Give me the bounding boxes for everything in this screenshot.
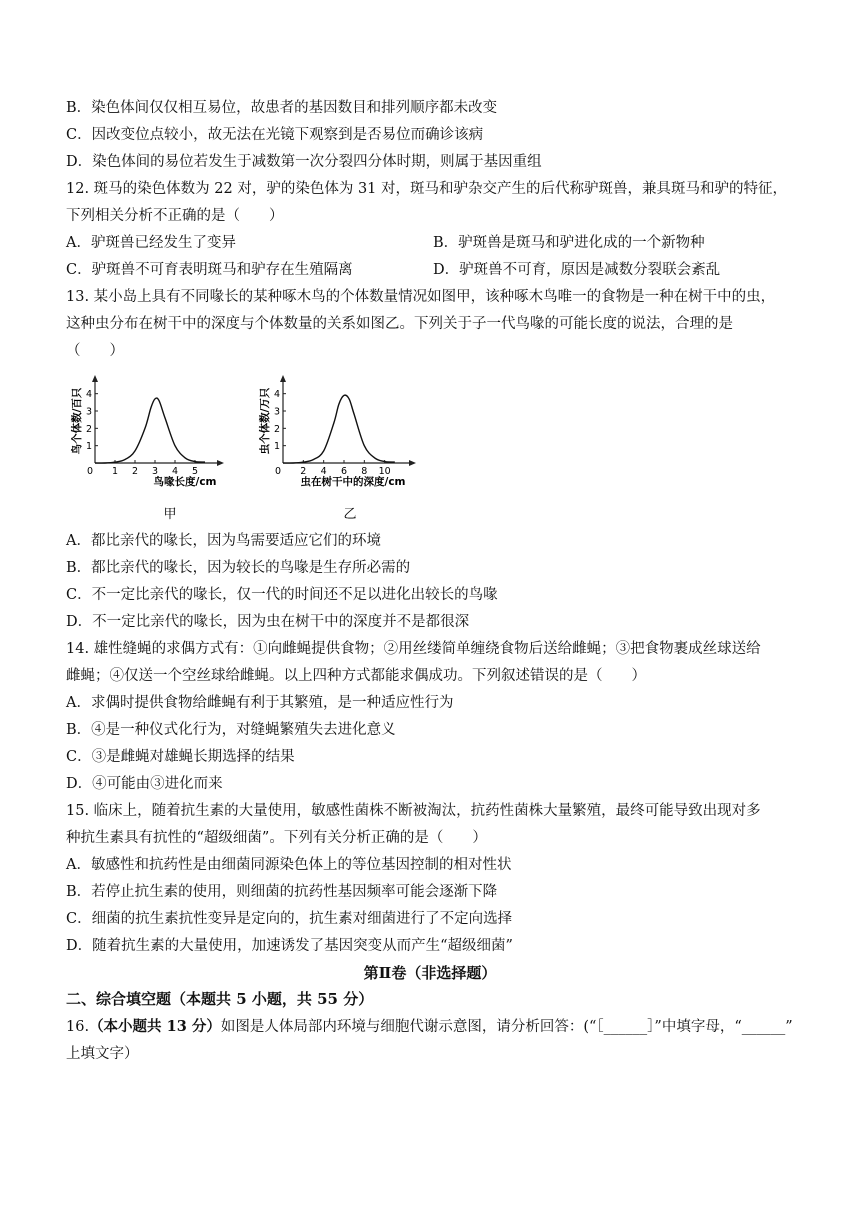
q15-option-c: C．细菌的抗生素抗性变异是定向的，抗生素对细菌进行了不定向选择 bbox=[66, 911, 513, 927]
q12-option-a: A．驴斑兽已经发生了变异 bbox=[66, 235, 236, 251]
q12-stem-line-2: 下列相关分析不正确的是（ ） bbox=[66, 208, 284, 224]
q16-number: 16. bbox=[66, 1019, 90, 1035]
chart-jia-curve bbox=[95, 398, 205, 463]
x-tick-label: 0 bbox=[274, 466, 282, 477]
chart-yi-y-arrow bbox=[280, 375, 286, 382]
x-tick-label: 3 bbox=[151, 466, 159, 477]
figure-graphs bbox=[0, 375, 860, 525]
q15-option-d: D．随着抗生素的大量使用，加速诱发了基因突变从而产生“超级细菌” bbox=[66, 938, 513, 954]
q15-option-a: A．敏感性和抗药性是由细菌同源染色体上的等位基因控制的相对性状 bbox=[66, 857, 512, 873]
y-tick-label: 4 bbox=[85, 389, 92, 401]
x-tick-label: 2 bbox=[300, 466, 307, 477]
q13-stem-line-1: 13. 某小岛上具有不同喙长的某种啄木鸟的个体数量情况如图甲，该种啄木鸟唯一的食物是一种在树干中的虫， bbox=[66, 289, 776, 305]
chart-jia-caption: 甲 bbox=[163, 507, 177, 522]
y-tick-label: 2 bbox=[273, 423, 280, 435]
chart-jia-x-arrow bbox=[217, 460, 224, 466]
q14-option-d: D．④可能由③进化而来 bbox=[66, 776, 223, 792]
chart-yi-caption: 乙 bbox=[343, 507, 357, 522]
y-tick-label: 3 bbox=[273, 406, 280, 418]
chart-yi-ylabel: 虫个体数/万只 bbox=[259, 387, 271, 455]
q13-option-c: C．不一定比亲代的喙长，仅一代的时间还不足以进化出较长的鸟喙 bbox=[66, 587, 498, 603]
q13-option-d: D．不一定比亲代的喙长，因为虫在树干中的深度并不是都很深 bbox=[66, 614, 470, 630]
section-2-heading: 二、综合填空题（本题共 5 小题，共 55 分） bbox=[66, 990, 374, 1008]
x-tick-label: 4 bbox=[320, 466, 327, 477]
x-tick-label: 6 bbox=[340, 466, 348, 477]
q15-option-b: B．若停止抗生素的使用，则细菌的抗药性基因频率可能会逐渐下降 bbox=[66, 884, 498, 900]
chart-yi-ticks bbox=[274, 389, 391, 477]
q15-stem-line-1: 15. 临床上，随着抗生素的大量使用，敏感性菌株不断被淘汰，抗药性菌株大量繁殖，最终可能导致出现对多 bbox=[66, 803, 761, 819]
q14-stem-line-1: 14. 雄性缝蝇的求偶方式有：①向雌蝇提供食物；②用丝缕简单缠绕食物后送给雌蝇；③把食物裹成丝球送给 bbox=[66, 641, 761, 657]
x-tick-label: 5 bbox=[191, 466, 199, 477]
y-tick-label: 4 bbox=[273, 389, 280, 401]
y-tick-label: 2 bbox=[85, 423, 92, 435]
q16-stem-line-2: 上填文字） bbox=[66, 1046, 139, 1062]
chart-yi bbox=[258, 375, 416, 522]
q16-stem-line-1 bbox=[66, 1017, 793, 1037]
chart-yi-x-arrow bbox=[409, 460, 416, 466]
x-tick-label: 4 bbox=[171, 466, 179, 477]
x-tick-label: 2 bbox=[131, 466, 139, 477]
y-tick-label: 1 bbox=[85, 441, 92, 453]
y-tick-label: 1 bbox=[273, 441, 280, 453]
q12-option-c: C．驴斑兽不可育表明斑马和驴存在生殖隔离 bbox=[66, 262, 353, 278]
q13-stem-line-2: 这种虫分布在树干中的深度与个体数量的关系如图乙。下列关于子一代鸟喙的可能长度的说法，合理的是 bbox=[66, 316, 733, 332]
q12-option-b: B．驴斑兽是斑马和驴进化成的一个新物种 bbox=[433, 235, 705, 251]
chart-yi-xlabel: 虫在树干中的深度/cm bbox=[300, 476, 406, 488]
q15-stem-line-2: 种抗生素具有抗性的“超级细菌”。下列有关分析正确的是（ ） bbox=[66, 830, 487, 846]
q12-stem-line-1: 12. 斑马的染色体数为 22 对，驴的染色体为 31 对，斑马和驴杂交产生的后代称驴斑兽，兼具斑马和驴的特征， bbox=[66, 181, 788, 197]
chart-jia-ticks bbox=[86, 389, 198, 477]
x-tick-label: 1 bbox=[111, 466, 119, 477]
q16-stem-text: 如图是人体局部内环境与细胞代谢示意图，请分析回答：(“［______］”中填字母，“______” bbox=[220, 1019, 793, 1035]
q13-option-a: A．都比亲代的喙长，因为鸟需要适应它们的环境 bbox=[66, 533, 381, 549]
q16-score: （本小题共 13 分） bbox=[89, 1018, 221, 1035]
q13-stem-line-3: （ ） bbox=[66, 343, 124, 359]
q14-option-b: B．④是一种仪式化行为，对缝蝇繁殖失去进化意义 bbox=[66, 722, 396, 738]
x-tick-label: 8 bbox=[361, 466, 368, 477]
x-tick-label: 0 bbox=[86, 466, 94, 477]
q11-option-c: C．因改变位点较小，故无法在光镜下观察到是否易位而确诊该病 bbox=[66, 127, 484, 143]
part-2-title: 第Ⅱ卷（非选择题） bbox=[363, 964, 497, 982]
chart-jia bbox=[70, 375, 224, 522]
q14-option-c: C．③是雌蝇对雄蝇长期选择的结果 bbox=[66, 749, 295, 765]
y-tick-label: 3 bbox=[85, 406, 92, 418]
x-tick-label: 10 bbox=[378, 466, 391, 477]
q12-option-d: D．驴斑兽不可育，原因是减数分裂联会紊乱 bbox=[433, 262, 721, 278]
q14-option-a: A．求偶时提供食物给雌蝇有利于其繁殖，是一种适应性行为 bbox=[66, 695, 454, 711]
q14-stem-line-2: 雌蝇；④仅送一个空丝球给雌蝇。以上四种方式都能求偶成功。下列叙述错误的是（ ） bbox=[66, 668, 646, 684]
chart-jia-xlabel: 鸟喙长度/cm bbox=[153, 476, 217, 488]
q11-option-b: B．染色体间仅仅相互易位，故患者的基因数目和排列顺序都未改变 bbox=[66, 100, 498, 116]
q13-option-b: B．都比亲代的喙长，因为较长的鸟喙是生存所必需的 bbox=[66, 560, 411, 576]
q11-option-d: D．染色体间的易位若发生于减数第一次分裂四分体时期，则属于基因重组 bbox=[66, 154, 542, 170]
chart-yi-curve bbox=[283, 395, 395, 463]
chart-jia-ylabel: 鸟个体数/百只 bbox=[71, 387, 83, 455]
chart-jia-y-arrow bbox=[92, 375, 98, 382]
